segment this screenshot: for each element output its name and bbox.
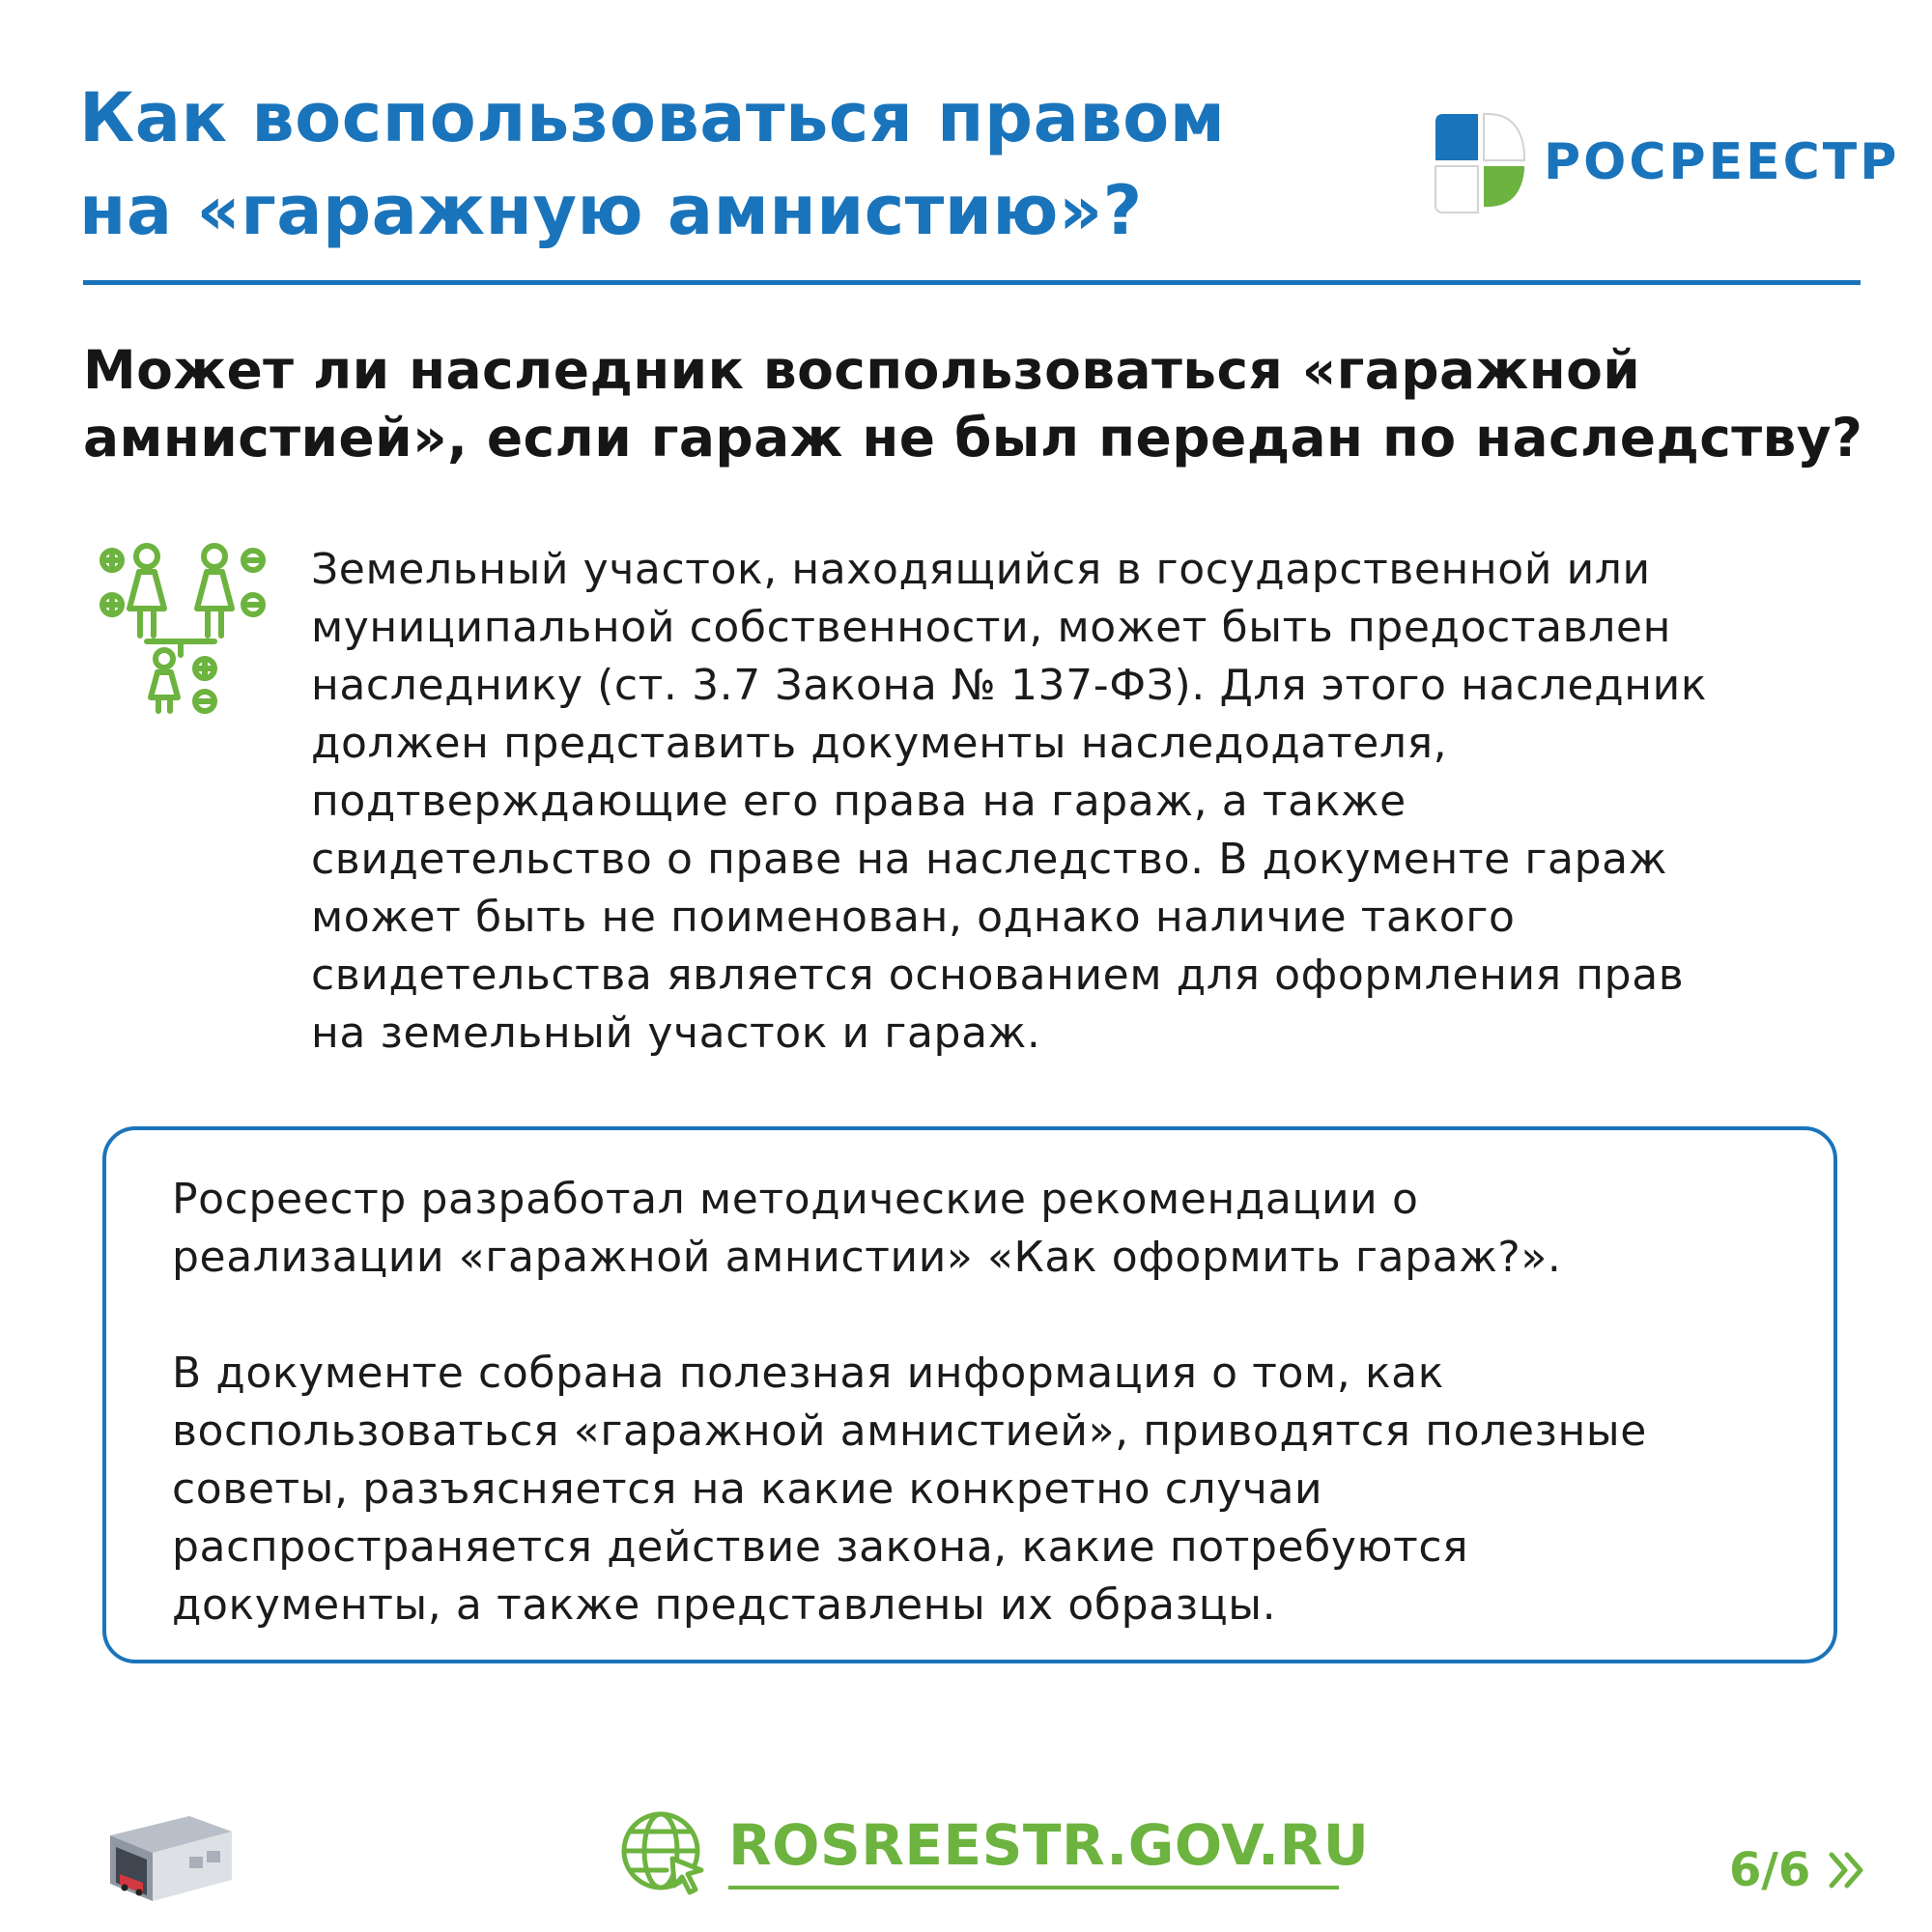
answer-text — [311, 541, 1895, 1063]
info-paragraph-2 — [172, 1345, 1814, 1634]
question-line-1: Может ли наследник воспользоваться «гаражной — [83, 339, 1641, 401]
answer-line-2: муниципальной собственности, может быть предоставлен — [311, 603, 1671, 652]
question-line-2: амнистией», если гараж не был передан по наследству? — [83, 407, 1863, 469]
page-title-line-2: на «гаражную амнистию»? — [79, 171, 1143, 250]
site-url-underline — [728, 1886, 1339, 1889]
info-p1-line-2: реализации «гаражной амнистии» «Как оформить гараж?». — [172, 1233, 1562, 1282]
info-p2-line-4: распространяется действие закона, какие потребуются — [172, 1522, 1469, 1572]
info-p2-line-3: советы, разъясняется на какие конкретно случаи — [172, 1464, 1323, 1514]
info-p2-line-1: В документе собрана полезная информация о том, как — [172, 1349, 1444, 1398]
page-number: 6/6 — [1729, 1843, 1811, 1897]
answer-line-7: может быть не поименован, однако наличие такого — [311, 893, 1516, 942]
page-title — [79, 71, 1287, 257]
info-p2-line-2: воспользоваться «гаражной амнистией», приводятся полезные — [172, 1406, 1647, 1456]
logo-text: РОСРЕЕСТР — [1544, 133, 1900, 191]
question-heading — [83, 336, 1899, 471]
site-url[interactable]: ROSREESTR.GOV.RU — [728, 1812, 1370, 1878]
answer-line-1: Земельный участок, находящийся в государственной или — [311, 545, 1651, 594]
family-inheritance-icon — [97, 541, 270, 715]
answer-line-5: подтверждающие его права на гараж, а также — [311, 777, 1406, 826]
answer-line-8: свидетельства является основанием для оформления прав — [311, 951, 1685, 1000]
info-paragraph-1 — [172, 1171, 1814, 1287]
header-divider — [83, 280, 1861, 285]
rosreestr-logo — [1428, 110, 1900, 216]
answer-line-3: наследнику (ст. 3.7 Закона № 137-ФЗ). Для этого наследник — [311, 661, 1707, 710]
page-title-line-1: Как воспользоваться правом — [79, 78, 1226, 157]
answer-line-4: должен представить документы наследодателя, — [311, 719, 1448, 768]
info-p2-line-5: документы, а также представлены их образцы. — [172, 1580, 1277, 1630]
info-p1-line-1: Росреестр разработал методические рекомендации о — [172, 1175, 1419, 1224]
website-link[interactable] — [618, 1803, 1370, 1899]
rosreestr-emblem-icon — [1428, 110, 1534, 216]
double-chevron-right-icon — [1826, 1851, 1868, 1889]
globe-cursor-icon — [618, 1806, 711, 1899]
answer-line-9: на земельный участок и гараж. — [311, 1009, 1041, 1058]
info-box — [102, 1126, 1837, 1663]
garage-icon — [97, 1803, 242, 1909]
page-indicator — [1729, 1839, 1874, 1907]
answer-line-6: свидетельство о праве на наследство. В документе гараж — [311, 835, 1667, 884]
